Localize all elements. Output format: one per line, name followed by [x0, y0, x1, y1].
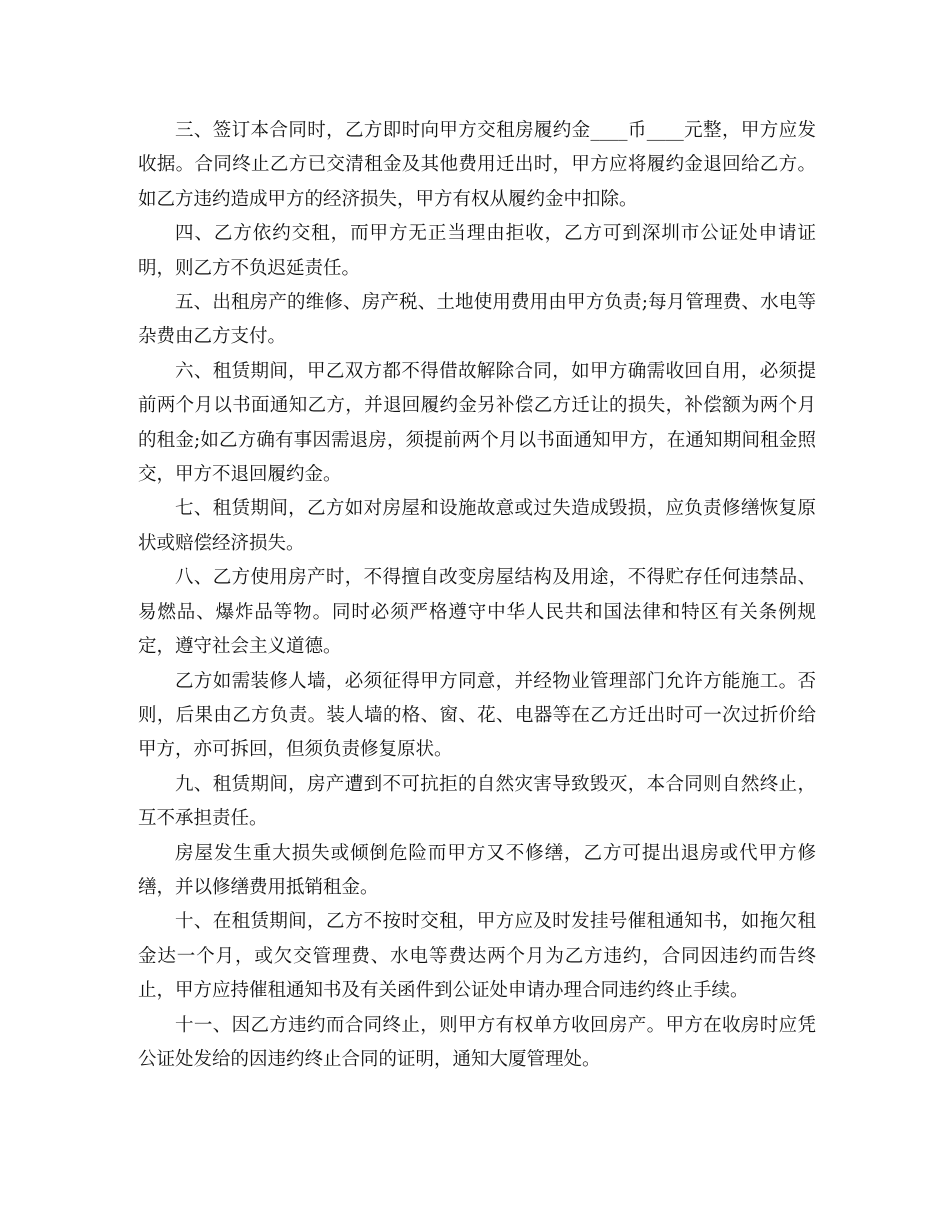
major-damage-paragraph: 房屋发生重大损失或倾倒危险而甲方又不修缮，乙方可提出退房或代甲方修缮，并以修缮费用抵销租金。: [138, 842, 816, 898]
clause-5-paragraph: 五、出租房产的维修、房产税、土地使用费用由甲方负责;每月管理费、水电等杂费由乙方支付。: [138, 292, 816, 348]
clause-8-paragraph: 八、乙方使用房产时，不得擅自改变房屋结构及用途，不得贮存任何违禁品、易燃品、爆炸品等物。同时必须严格遵守中华人民共和国法律和特区有关条例规定，遵守社会主义道德。: [138, 567, 816, 658]
clause-10-paragraph: 十、在租赁期间，乙方不按时交租，甲方应及时发挂号催租通知书，如拖欠租金达一个月，或欠交管理费、水电等费达两个月为乙方违约，合同因违约而告终止，甲方应持催租通知书及有关函件到公证处申请办理合同违约终止手续。: [138, 911, 816, 1002]
renovation-paragraph: 乙方如需装修人墙，必须征得甲方同意，并经物业管理部门允许方能施工。否则，后果由乙方负责。装人墙的格、窗、花、电器等在乙方迁出时可一次过折价给甲方，亦可拆回，但须负责修复原状。: [138, 670, 816, 761]
clause-11-paragraph: 十一、因乙方违约而合同终止，则甲方有权单方收回房产。甲方在收房时应凭公证处发给的因违约终止合同的证明，通知大厦管理处。: [138, 1014, 816, 1070]
clause-7-paragraph: 七、租赁期间，乙方如对房屋和设施故意或过失造成毁损，应负责修缮恢复原状或赔偿经济损失。: [138, 498, 816, 554]
clause-4-paragraph: 四、乙方依约交租，而甲方无正当理由拒收，乙方可到深圳市公证处申请证明，则乙方不负迟延责任。: [138, 223, 816, 279]
clause-3-paragraph: 三、签订本合同时，乙方即时向甲方交租房履约金____币____元整，甲方应发收据。合同终止乙方已交清租金及其他费用迁出时，甲方应将履约金退回给乙方。如乙方违约造成甲方的经济损失，甲方有权从履约金中扣除。: [138, 120, 816, 210]
clause-6-paragraph: 六、租赁期间，甲乙双方都不得借故解除合同，如甲方确需收回自用，必须提前两个月以书面通知乙方，并退回履约金另补偿乙方迁让的损失，补偿额为两个月的租金;如乙方确有事因需退房，须提前两个月以书面通知甲方，在通知期间租金照交，甲方不退回履约金。: [138, 360, 816, 486]
document-page: [138, 114, 816, 1077]
clause-9-paragraph: 九、租赁期间，房产遭到不可抗拒的自然灾害导致毁灭，本合同则自然终止，互不承担责任。: [138, 773, 816, 830]
